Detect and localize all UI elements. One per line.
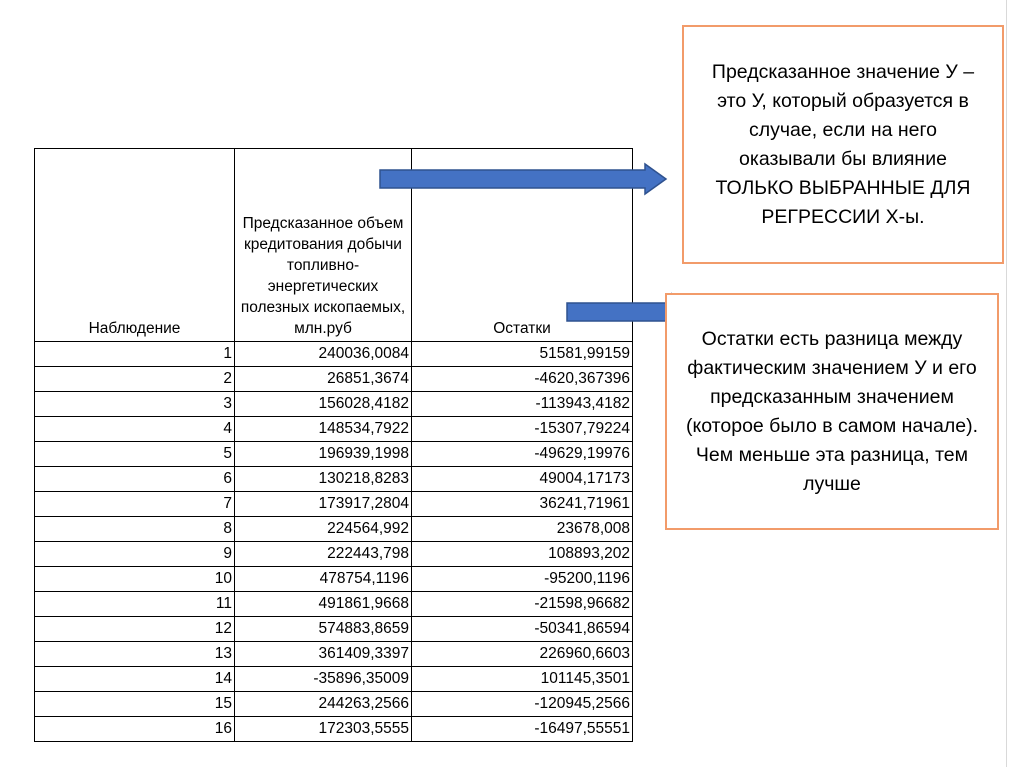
observation-cell: 3 bbox=[35, 392, 235, 417]
predicted-value-note-text: Предсказанное значение У – это У, который образуется в случае, если на него оказывали бы влияние ТОЛЬКО ВЫБРАННЫЕ ДЛЯ РЕГРЕССИИ Х-ы. bbox=[711, 60, 975, 228]
residual-cell: -15307,79224 bbox=[412, 417, 633, 442]
residual-cell: 226960,6603 bbox=[412, 642, 633, 667]
observation-cell: 2 bbox=[35, 367, 235, 392]
table-row bbox=[35, 692, 633, 717]
predicted-cell: 240036,0084 bbox=[235, 342, 412, 367]
residual-cell: 101145,3501 bbox=[412, 667, 633, 692]
residual-cell: -16497,55551 bbox=[412, 717, 633, 742]
residual-cell: -95200,1196 bbox=[412, 567, 633, 592]
residual-cell: -4620,367396 bbox=[412, 367, 633, 392]
observation-cell: 8 bbox=[35, 517, 235, 542]
predicted-cell: 172303,5555 bbox=[235, 717, 412, 742]
header-residuals: Остатки bbox=[412, 149, 633, 342]
table-row bbox=[35, 617, 633, 642]
observation-cell: 10 bbox=[35, 567, 235, 592]
table-row bbox=[35, 442, 633, 467]
arrow-right-icon bbox=[380, 164, 666, 194]
residual-cell: 51581,99159 bbox=[412, 342, 633, 367]
slide-edge-line bbox=[1006, 0, 1007, 767]
residual-cell: 49004,17173 bbox=[412, 467, 633, 492]
predicted-cell: 478754,1196 bbox=[235, 567, 412, 592]
observation-cell: 4 bbox=[35, 417, 235, 442]
predicted-value-note bbox=[682, 25, 1004, 264]
predicted-cell: -35896,35009 bbox=[235, 667, 412, 692]
arrow-to-predicted-note bbox=[380, 164, 670, 196]
header-predicted: Предсказанное объем кредитования добычи топливно-энергетических полезных ископаемых, млн.руб bbox=[235, 149, 412, 342]
table-row bbox=[35, 467, 633, 492]
table-row bbox=[35, 492, 633, 517]
table-row bbox=[35, 417, 633, 442]
observation-cell: 7 bbox=[35, 492, 235, 517]
residual-cell: 36241,71961 bbox=[412, 492, 633, 517]
table-row bbox=[35, 392, 633, 417]
residual-cell: -50341,86594 bbox=[412, 617, 633, 642]
observation-cell: 13 bbox=[35, 642, 235, 667]
predicted-cell: 491861,9668 bbox=[235, 592, 412, 617]
predicted-cell: 26851,3674 bbox=[235, 367, 412, 392]
residuals-note bbox=[665, 293, 999, 530]
table-row bbox=[35, 642, 633, 667]
observation-cell: 16 bbox=[35, 717, 235, 742]
table-row bbox=[35, 667, 633, 692]
predicted-cell: 173917,2804 bbox=[235, 492, 412, 517]
observation-cell: 12 bbox=[35, 617, 235, 642]
predicted-cell: 196939,1998 bbox=[235, 442, 412, 467]
observation-cell: 15 bbox=[35, 692, 235, 717]
predicted-cell: 156028,4182 bbox=[235, 392, 412, 417]
table-row bbox=[35, 717, 633, 742]
observation-cell: 1 bbox=[35, 342, 235, 367]
predicted-cell: 222443,798 bbox=[235, 542, 412, 567]
observation-cell: 5 bbox=[35, 442, 235, 467]
predicted-cell: 130218,8283 bbox=[235, 467, 412, 492]
predicted-cell: 148534,7922 bbox=[235, 417, 412, 442]
table-row bbox=[35, 517, 633, 542]
predicted-cell: 574883,8659 bbox=[235, 617, 412, 642]
residual-cell: -120945,2566 bbox=[412, 692, 633, 717]
predicted-cell: 244263,2566 bbox=[235, 692, 412, 717]
table-row bbox=[35, 567, 633, 592]
residual-cell: -49629,19976 bbox=[412, 442, 633, 467]
table-row bbox=[35, 592, 633, 617]
table-row bbox=[35, 542, 633, 567]
observation-cell: 6 bbox=[35, 467, 235, 492]
table-row bbox=[35, 342, 633, 367]
observation-cell: 14 bbox=[35, 667, 235, 692]
predicted-cell: 361409,3397 bbox=[235, 642, 412, 667]
residuals-table bbox=[34, 148, 633, 742]
header-observation: Наблюдение bbox=[35, 149, 235, 342]
residual-cell: 23678,008 bbox=[412, 517, 633, 542]
observation-cell: 11 bbox=[35, 592, 235, 617]
table-body bbox=[35, 342, 633, 742]
table-row bbox=[35, 367, 633, 392]
residual-cell: 108893,202 bbox=[412, 542, 633, 567]
observation-cell: 9 bbox=[35, 542, 235, 567]
predicted-cell: 224564,992 bbox=[235, 517, 412, 542]
residual-cell: -21598,96682 bbox=[412, 592, 633, 617]
residual-cell: -113943,4182 bbox=[412, 392, 633, 417]
residuals-note-text: Остатки есть разница между фактическим значением У и его предсказанным значением (которое было в самом начале). Чем меньше эта разница, тем лучше bbox=[686, 327, 978, 495]
